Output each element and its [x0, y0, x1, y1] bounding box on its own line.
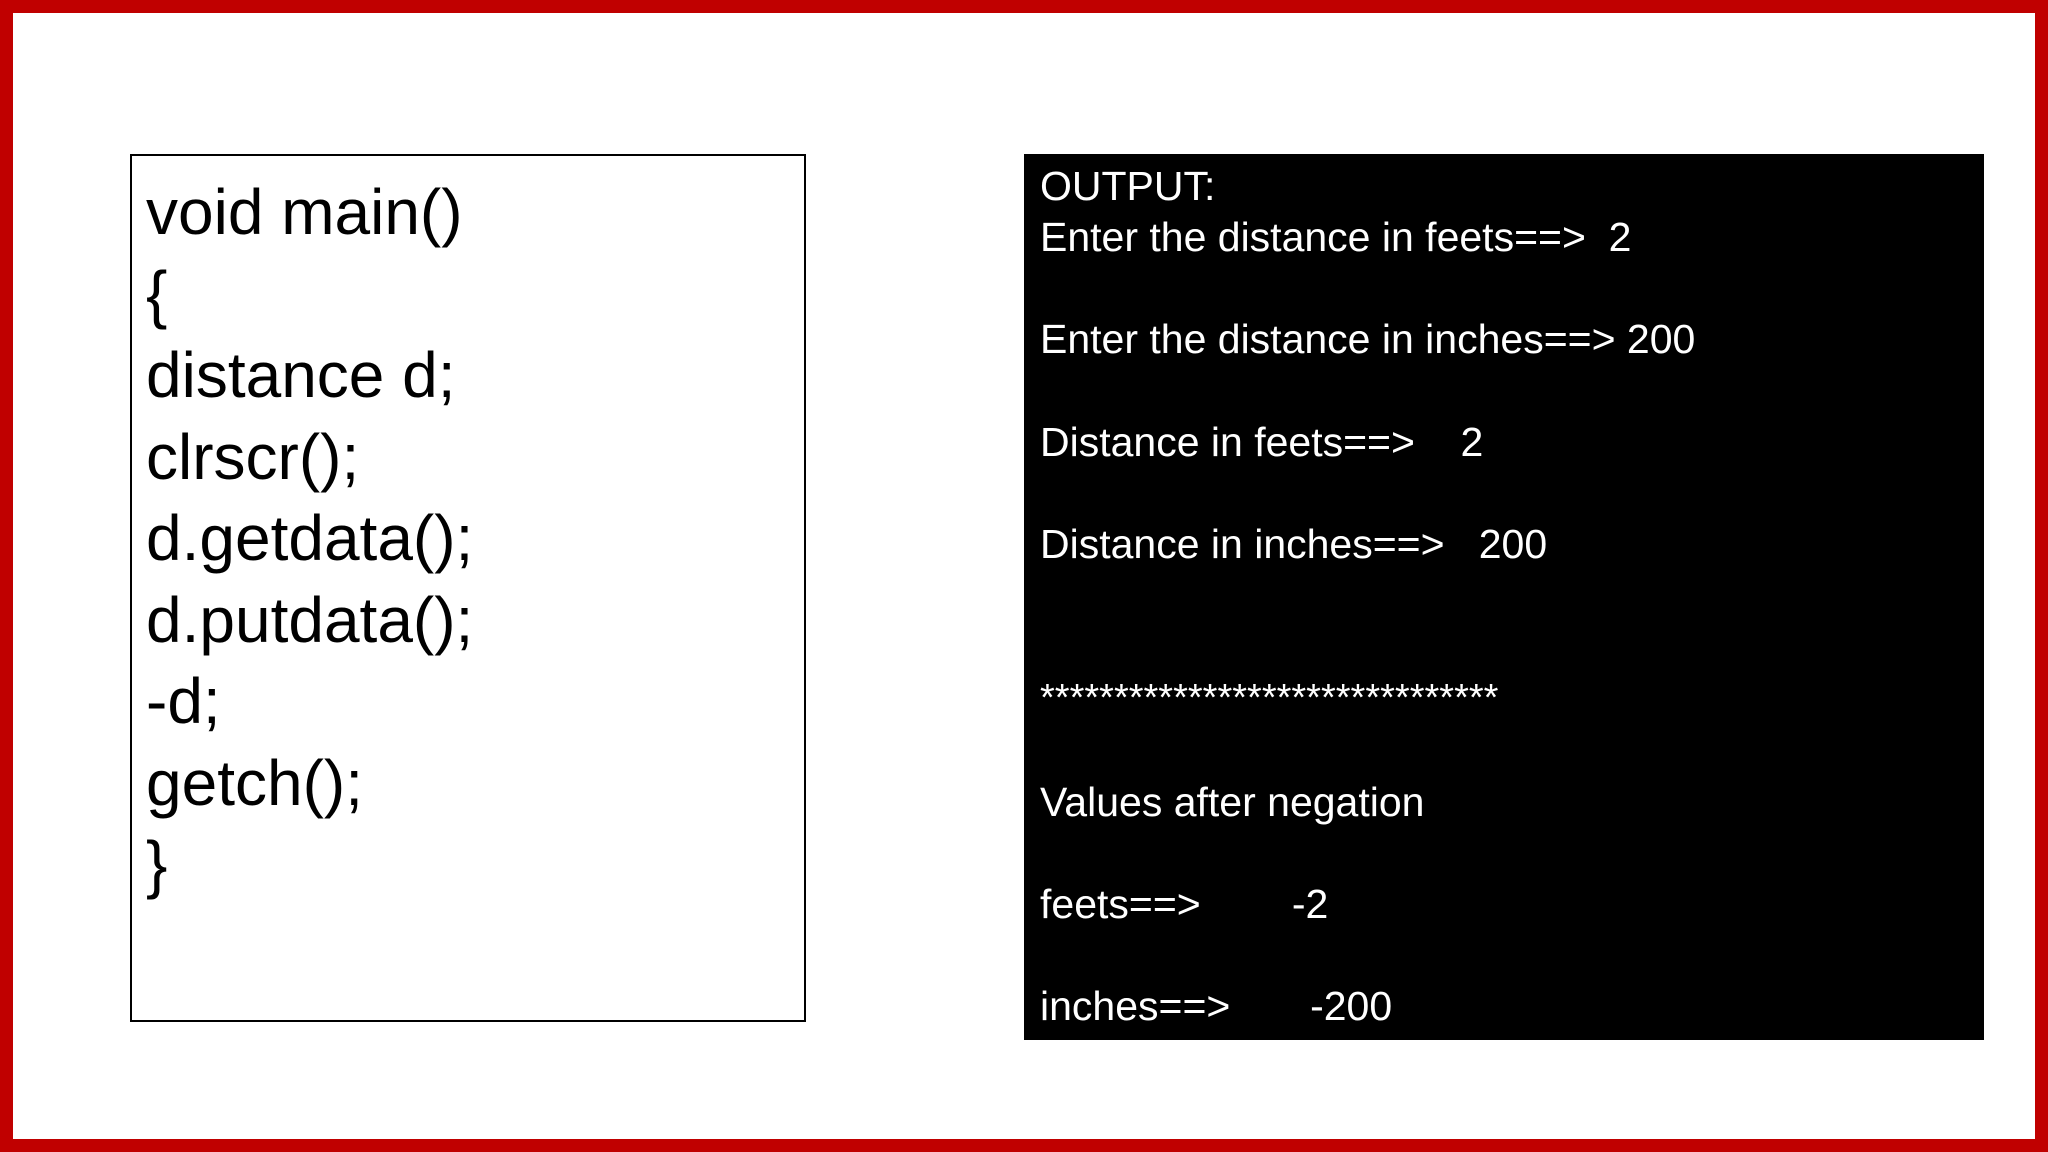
output-console: [1024, 154, 1984, 1040]
negated-feet-line: feets==> -2: [1040, 881, 1329, 927]
code-line: void main(): [146, 176, 463, 248]
output-heading: OUTPUT:: [1040, 163, 1216, 209]
code-listing: [146, 172, 473, 906]
code-line: getch();: [146, 746, 363, 819]
feet-prompt-line: Enter the distance in feets==> 2: [1040, 214, 1632, 260]
code-line: }: [146, 828, 168, 900]
code-line: d.putdata();: [146, 583, 474, 656]
code-line: clrscr();: [146, 420, 360, 493]
code-line: -d;: [146, 665, 221, 737]
inches-prompt-line: Enter the distance in inches==> 200: [1040, 316, 1696, 362]
code-line: distance d;: [146, 339, 456, 411]
feet-display-line: Distance in feets==> 2: [1040, 419, 1484, 465]
code-panel: [130, 154, 806, 1022]
code-line: d.getdata();: [146, 502, 474, 574]
separator-line: *******************************: [1040, 677, 1499, 719]
negated-inches-line: inches==> -200: [1040, 983, 1393, 1029]
inches-display-line: Distance in inches==> 200: [1040, 521, 1548, 567]
negation-title: Values after negation: [1040, 779, 1425, 825]
code-line: {: [146, 257, 168, 330]
